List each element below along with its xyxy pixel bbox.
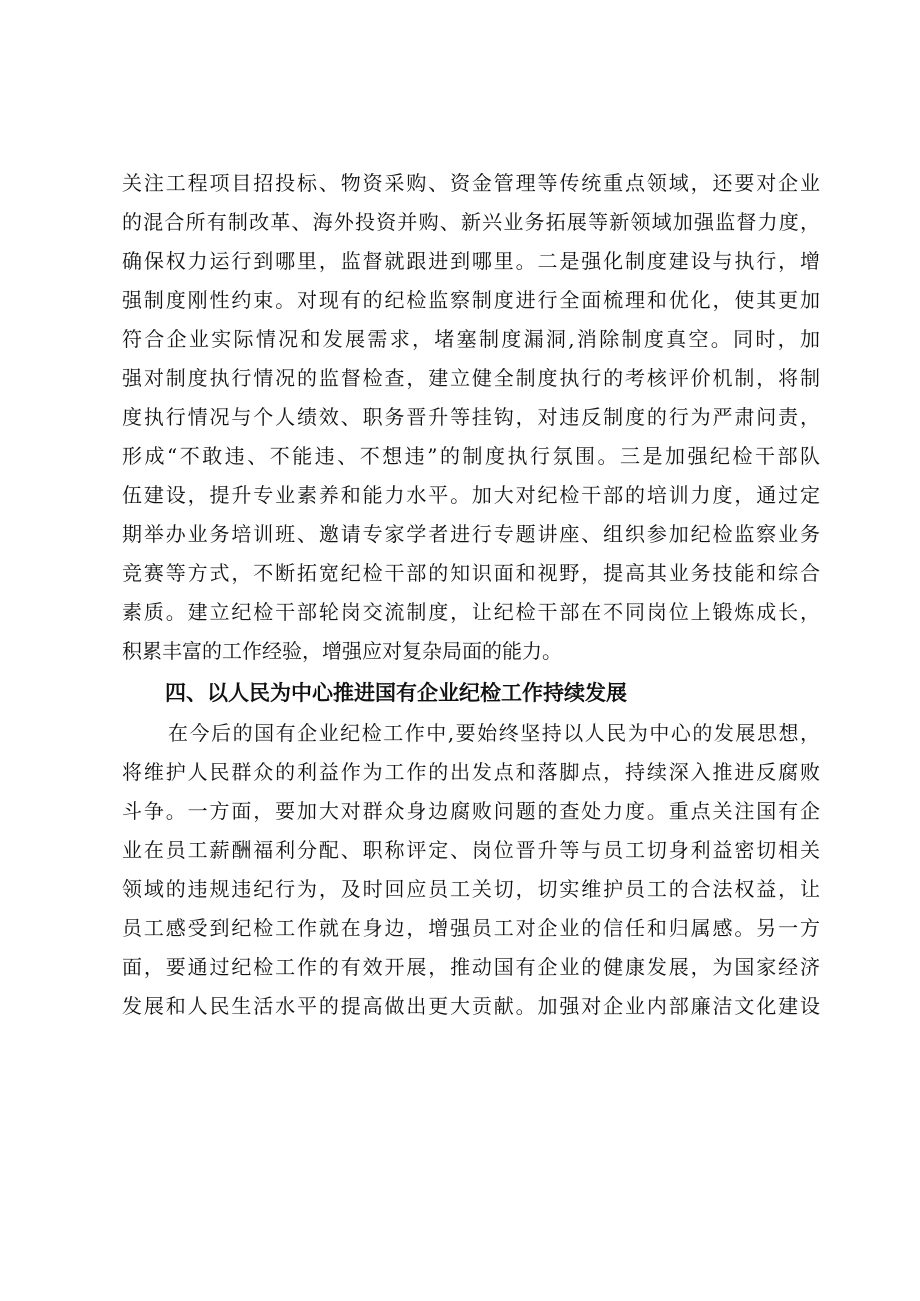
paragraph-section-4 — [122, 714, 820, 1026]
text-line: 确保权力运行到哪里，监督就跟进到哪里。二是强化制度建设与执行，增 — [122, 249, 820, 273]
text-line: 发展和人民生活水平的提高做出更大贡献。加强对企业内部廉洁文化建设 — [122, 994, 820, 1018]
document-page — [122, 164, 820, 1026]
text-line: 的混合所有制改革、海外投资并购、新兴业务拓展等新领域加强监督力度， — [122, 210, 820, 234]
text-line: 领域的违规违纪行为，及时回应员工关切，切实维护员工的合法权益，让 — [122, 877, 820, 901]
text-line: 竞赛等方式，不断拓宽纪检干部的知识面和视野，提高其业务技能和综合 — [122, 561, 820, 585]
paragraph-continued — [122, 164, 820, 671]
text-line: 度执行情况与个人绩效、职务晋升等挂钩，对违反制度的行为严肃问责， — [122, 405, 820, 429]
text-line: 员工感受到纪检工作就在身边，增强员工对企业的信任和归属感。另一方 — [122, 916, 820, 940]
text-line: 在今后的国有企业纪检工作中,要始终坚持以人民为中心的发展思想， — [168, 721, 820, 745]
text-line: 素质。建立纪检干部轮岗交流制度，让纪检干部在不同岗位上锻炼成长， — [122, 600, 820, 624]
text-line: 业在员工薪酬福利分配、职称评定、岗位晋升等与员工切身利益密切相关 — [122, 838, 820, 862]
text-line: 面，要通过纪检工作的有效开展，推动国有企业的健康发展，为国家经济 — [122, 955, 820, 979]
text-line: 期举办业务培训班、邀请专家学者进行专题讲座、组织参加纪检监察业务 — [122, 522, 820, 546]
text-line: 将维护人民群众的利益作为工作的出发点和落脚点，持续深入推进反腐败 — [122, 760, 820, 784]
text-line: 积累丰富的工作经验，增强应对复杂局面的能力。 — [122, 639, 562, 663]
section-heading: 四、以人民为中心推进国有企业纪检工作持续发展 — [165, 681, 627, 705]
text-line: 关注工程项目招投标、物资采购、资金管理等传统重点领域，还要对企业 — [122, 171, 820, 195]
text-line: 强对制度执行情况的监督检查，建立健全制度执行的考核评价机制，将制 — [122, 366, 820, 390]
text-line: 符合企业实际情况和发展需求，堵塞制度漏洞,消除制度真空。同时，加 — [122, 327, 820, 351]
text-line: 强制度刚性约束。对现有的纪检监察制度进行全面梳理和优化，使其更加 — [122, 288, 820, 312]
text-line: 形成“不敢违、不能违、不想违”的制度执行氛围。三是加强纪检干部队 — [122, 444, 820, 468]
text-line: 斗争。一方面，要加大对群众身边腐败问题的查处力度。重点关注国有企 — [122, 799, 820, 823]
text-line: 伍建设，提升专业素养和能力水平。加大对纪检干部的培训力度，通过定 — [122, 483, 820, 507]
